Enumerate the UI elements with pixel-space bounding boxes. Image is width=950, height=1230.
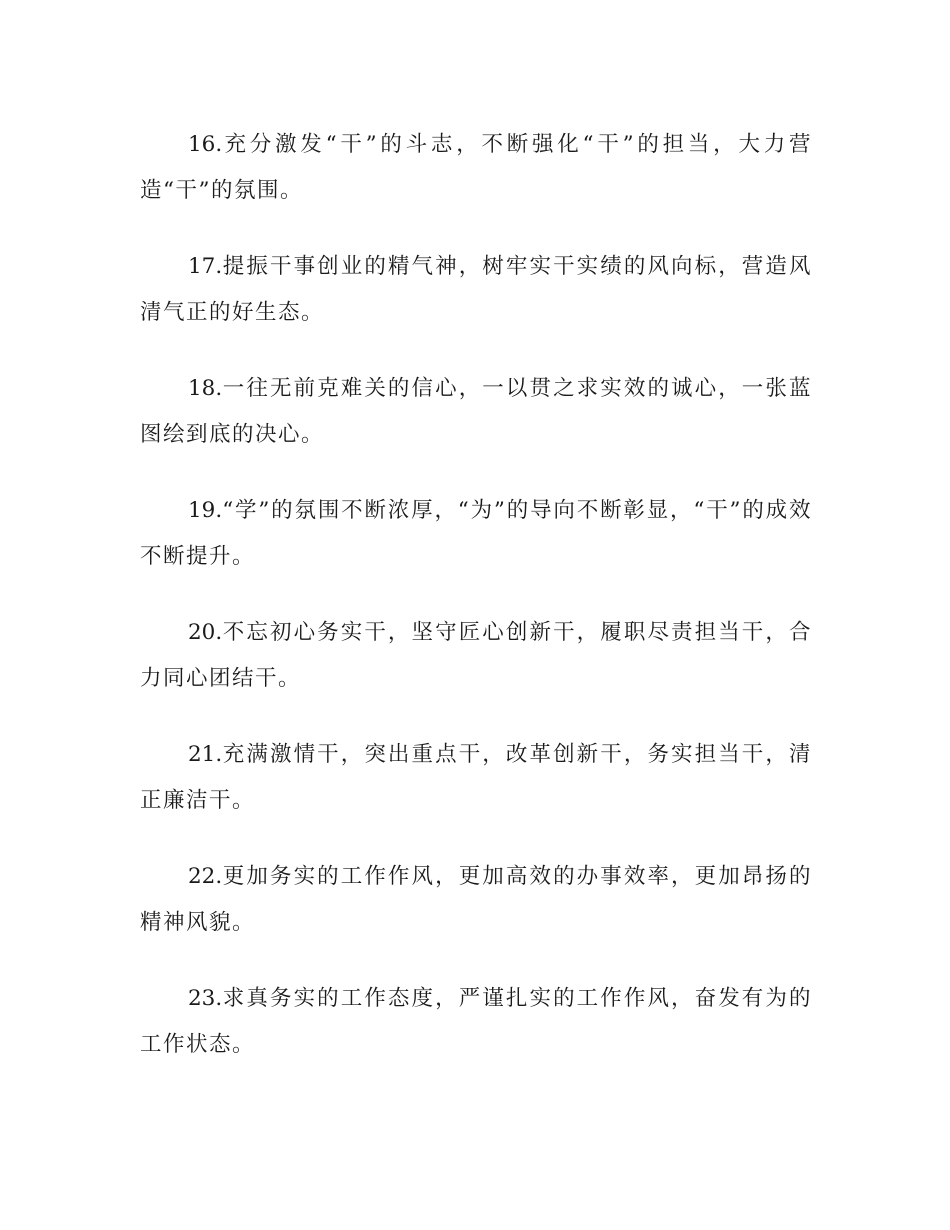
- item-text: 提振干事创业的精气神，树牢实干实绩的风向标，营造风清气正的好生态。: [140, 254, 812, 325]
- list-item-19: [140, 488, 812, 580]
- list-item-16: [140, 122, 812, 214]
- item-number: 17.: [188, 254, 223, 279]
- item-text: 求真务实的工作态度，严谨扎实的工作作风，奋发有为的工作状态。: [140, 986, 812, 1057]
- item-text: 一往无前克难关的信心，一以贯之求实效的诚心，一张蓝图绘到底的决心。: [140, 376, 812, 447]
- list-item-22: [140, 854, 812, 946]
- item-text: 更加务实的工作作风，更加高效的办事效率，更加昂扬的精神风貌。: [140, 864, 812, 935]
- item-text: 充满激情干，突出重点干，改革创新干，务实担当干，清正廉洁干。: [140, 742, 812, 813]
- item-number: 20.: [188, 620, 223, 645]
- item-text: “学”的氛围不断浓厚，“为”的导向不断彰显，“干”的成效不断提升。: [140, 498, 812, 569]
- item-number: 23.: [188, 986, 223, 1011]
- item-number: 19.: [188, 498, 223, 523]
- list-item-17: [140, 244, 812, 336]
- list-item-21: [140, 732, 812, 824]
- list-item-18: [140, 366, 812, 458]
- item-number: 16.: [188, 132, 223, 157]
- item-number: 18.: [188, 376, 223, 401]
- document-body: [140, 122, 812, 1098]
- item-number: 21.: [188, 742, 223, 767]
- item-text: 不忘初心务实干，坚守匠心创新干，履职尽责担当干，合力同心团结干。: [140, 620, 812, 691]
- list-item-23: [140, 976, 812, 1068]
- item-number: 22.: [188, 864, 223, 889]
- item-text: 充分激发“干”的斗志，不断强化“干”的担当，大力营造“干”的氛围。: [140, 132, 812, 203]
- list-item-20: [140, 610, 812, 702]
